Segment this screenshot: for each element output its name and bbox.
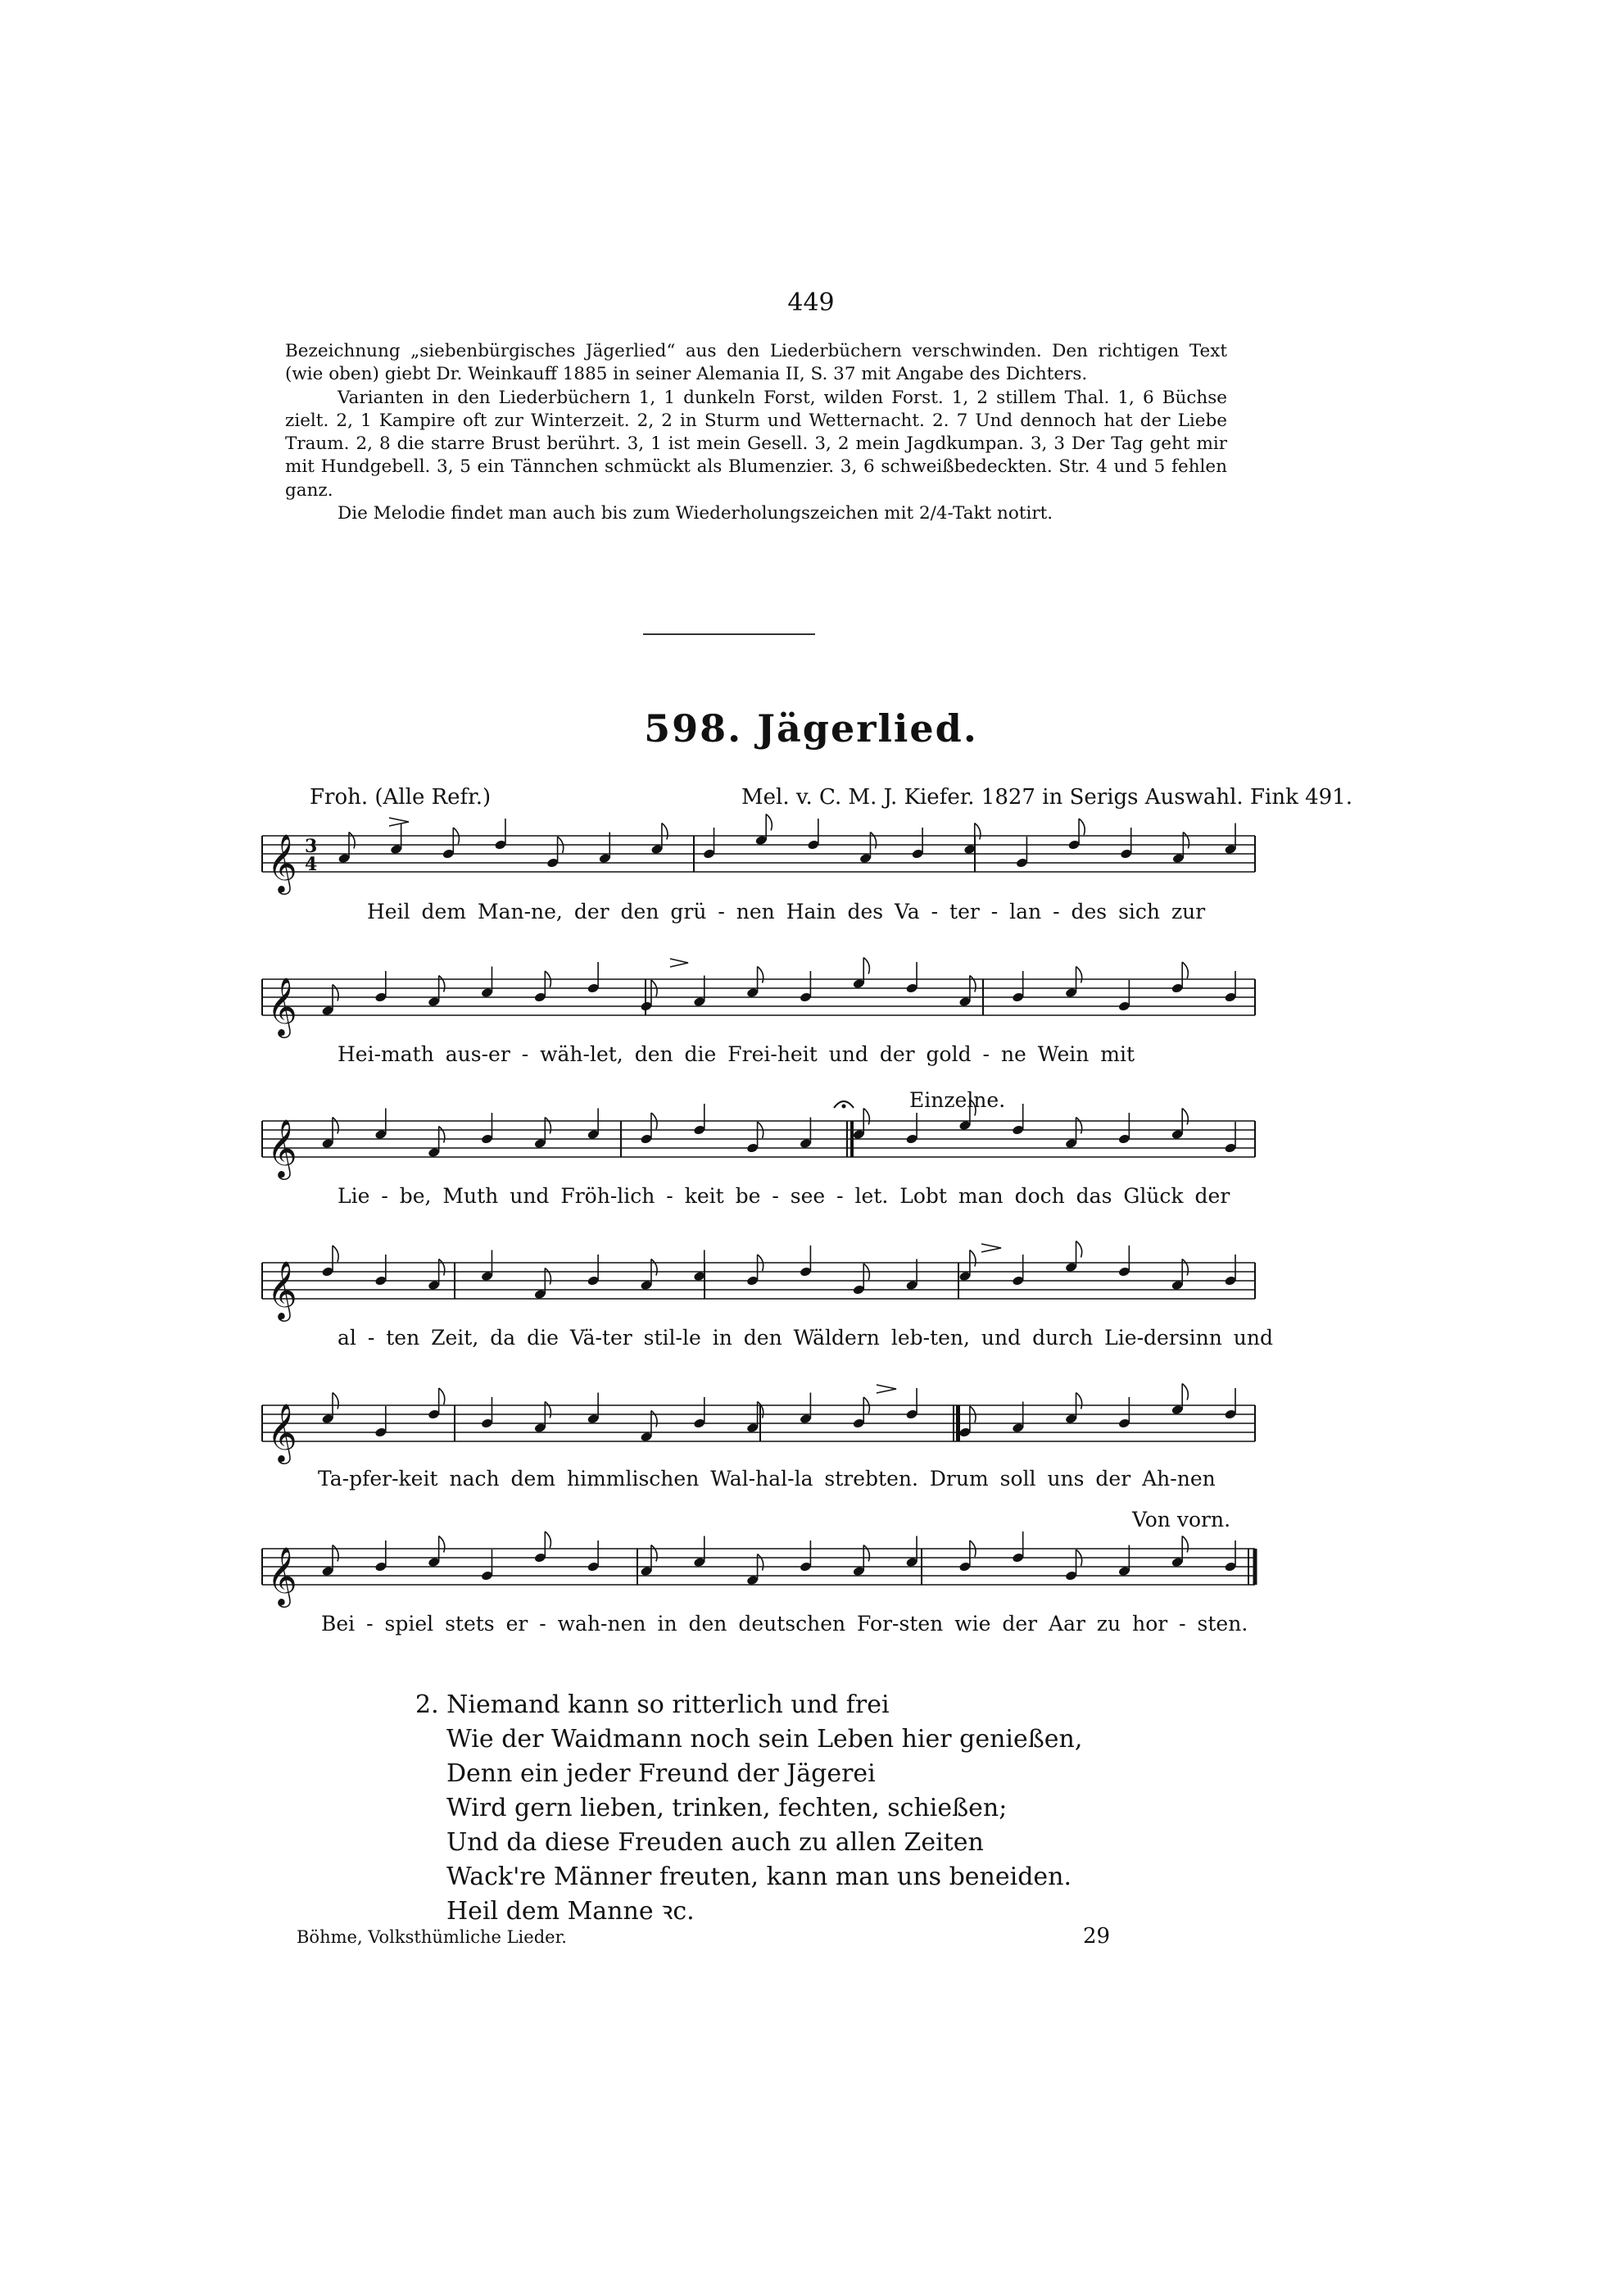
lyric-line: al - ten Zeit, da die Vä-ter stil-le in den Wäldern leb-ten, und durch Lie-dersinn und — [338, 1326, 1273, 1350]
note-flag — [651, 1411, 657, 1427]
fermata-dot — [842, 1105, 846, 1109]
note-flag — [545, 1268, 550, 1285]
note-flag — [1182, 962, 1188, 978]
note-flag — [545, 1402, 550, 1418]
verse-2 — [415, 1688, 1082, 1929]
note-flag — [1182, 1109, 1188, 1125]
note-flag — [1076, 967, 1082, 983]
note-flag — [651, 1545, 657, 1562]
note-flag — [439, 1388, 445, 1404]
verse-line: Wird gern lieben, trinken, fechten, schießen; — [446, 1794, 1008, 1822]
note-flag — [545, 1118, 550, 1134]
accent-mark — [877, 1385, 896, 1393]
note-flag — [863, 1545, 869, 1562]
note-flag — [545, 1531, 550, 1548]
time-signature-bottom: 4 — [305, 854, 318, 875]
note-flag — [863, 1109, 869, 1125]
note-flag — [758, 1554, 763, 1571]
direction-einzelne: Einzelne. — [909, 1088, 1006, 1112]
note-flag — [1076, 1118, 1082, 1134]
verse-line: Wie der Waidmann noch sein Leben hier genießen, — [446, 1725, 1083, 1754]
note-flag — [1182, 1536, 1188, 1553]
note-flag — [1183, 833, 1189, 849]
footer-book-title: Böhme, Volksthümliche Lieder. — [297, 1927, 567, 1947]
direction-von-vorn: Von vorn. — [1132, 1508, 1231, 1531]
note-flag — [349, 833, 355, 849]
note-flag — [1076, 1393, 1082, 1409]
page-number: 449 — [787, 288, 835, 317]
treble-clef: 𝄞 — [267, 1259, 297, 1319]
note-flag — [439, 1536, 445, 1553]
note-flag — [766, 814, 772, 831]
accent-mark — [670, 959, 688, 967]
verse-line: 2. Niemand kann so ritterlich und frei — [415, 1690, 890, 1719]
note-paragraph: Bezeichnung „siebenbürgisches Jägerlied“ aus den Liederbüchern verschwinden. Den richtigen Text (wie oben) giebt Dr. Weinkauff 1885 in seiner Alemania II, S. 37 mit Angabe des Dichters. — [285, 341, 1227, 385]
accent-mark — [389, 818, 409, 826]
note-flag — [1079, 819, 1085, 835]
lyric-line: Lie - be, Muth und Fröh-lich - keit be - see - let. Lobt man doch das Glück der — [338, 1184, 1230, 1208]
treble-clef: 𝄞 — [267, 1402, 297, 1462]
note-flag — [1182, 1259, 1188, 1276]
treble-clef: 𝄞 — [267, 833, 297, 892]
note-flag — [970, 976, 976, 992]
note-flag — [1076, 1241, 1082, 1258]
note-flag — [333, 1246, 338, 1262]
note-flag — [1182, 1384, 1188, 1400]
note-paragraph: Varianten in den Liederbüchern 1, 1 dunkeln Forst, wilden Forst. 1, 2 stillem Thal. 1, 6 Büchse zielt. 2, 1 Kampire oft zur Winterzeit. 2, 2 in Sturm und Wetternacht. 2. 7 Und dennoch hat der Liebe Traum. 2, 8 die starre Brust berührt. 3, 1 ist mein Gesell. 3, 2 mein Jagdkumpan. 3, 3 Der Tag geht mir mit Hundgebell. 3, 5 ein Tännchen schmückt als Blumenzier. 3, 6 schweißbedeckten. Str. 4 und 5 fehlen ganz. — [285, 387, 1227, 501]
lyric-line: Bei - spiel stets er - wah-nen in den deutschen For-sten wie der Aar zu hor - sten. — [321, 1612, 1248, 1636]
note-flag — [758, 967, 763, 983]
verse-line: Und da diese Freuden auch zu allen Zeiten — [446, 1828, 984, 1857]
lyric-line: Ta-pfer-keit nach dem himmlischen Wal-hal-la strebten. Drum soll uns der Ah-nen — [318, 1467, 1216, 1491]
note-flag — [333, 1393, 338, 1409]
lyric-line: Heil dem Man-ne, der den grü - nen Hain des Va - ter - lan - des sich zur — [367, 900, 1206, 923]
note-flag — [439, 976, 445, 992]
time-signature-top: 3 — [305, 836, 318, 857]
note-flag — [439, 1259, 445, 1276]
footer-signature: 29 — [1083, 1924, 1111, 1949]
note-flag — [863, 958, 869, 974]
accent-mark — [981, 1244, 1001, 1252]
verse-line: Heil dem Manne ꝛc. — [446, 1897, 695, 1926]
verse-line: Denn ein jeder Freund der Jägerei — [446, 1759, 876, 1788]
treble-clef: 𝄞 — [267, 1545, 297, 1605]
treble-clef: 𝄞 — [267, 976, 297, 1036]
note-flag — [333, 1118, 338, 1134]
note-flag — [439, 1127, 445, 1143]
treble-clef: 𝄞 — [267, 1118, 297, 1177]
note-flag — [970, 1250, 976, 1267]
note-flag — [662, 824, 668, 840]
note-flag — [870, 833, 876, 849]
melody-source: Mel. v. C. M. J. Kiefer. 1827 in Serigs Auswahl. Fink 491. — [741, 785, 1352, 810]
note-paragraph: Die Melodie findet man auch bis zum Wiederholungszeichen mit 2/4-Takt notirt. — [338, 503, 1053, 524]
song-title: 598. Jägerlied. — [644, 706, 978, 751]
lyric-line: Hei-math aus-er - wäh-let, den die Frei-heit und der gold - ne Wein mit — [338, 1042, 1135, 1066]
note-flag — [651, 1259, 657, 1276]
tempo-marking: Froh. (Alle Refr.) — [310, 785, 492, 810]
note-flag — [333, 985, 338, 1001]
note-flag — [333, 1545, 338, 1562]
verse-line: Wack're Männer freuten, kann man uns beneiden. — [446, 1863, 1072, 1891]
